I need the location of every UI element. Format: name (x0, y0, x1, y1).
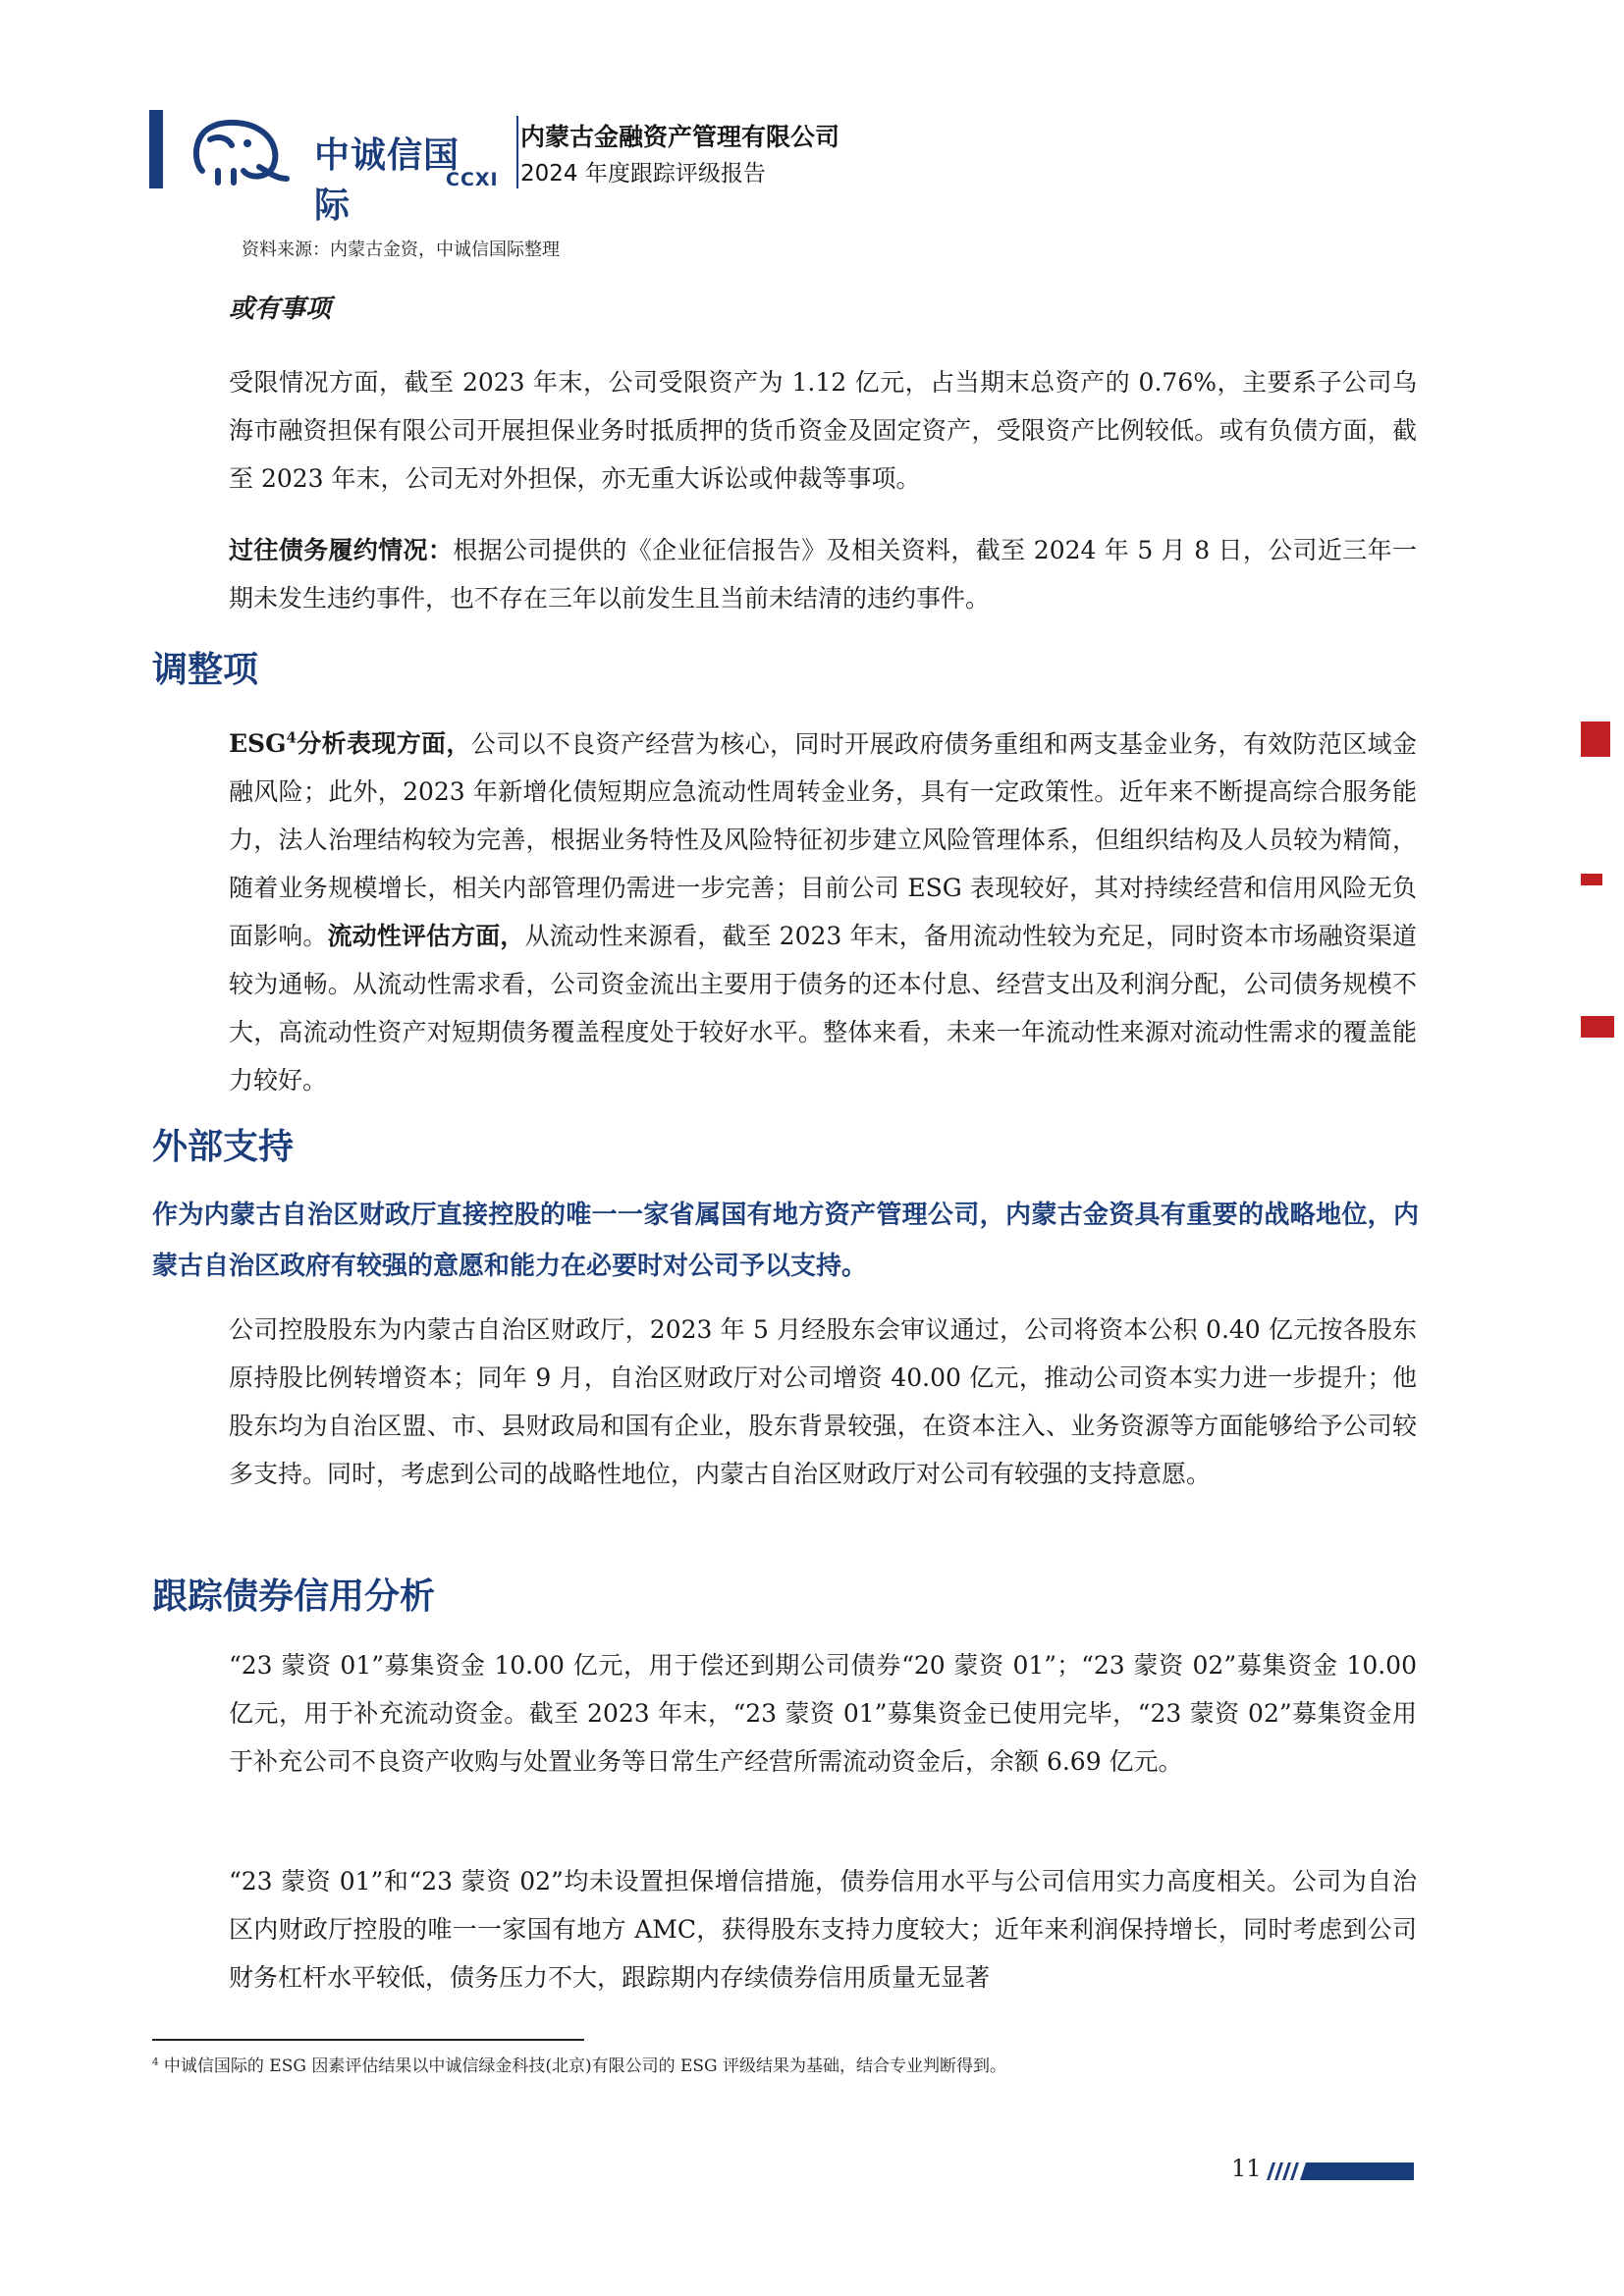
contingent-title: 或有事项 (229, 294, 332, 324)
logo-name: 中诚信国际 (314, 135, 460, 226)
bond-text-2: “23 蒙资 01”和“23 蒙资 02”均未设置担保增信措施，债券信用水平与公司信用实力高度相关。公司为自治区内财政厅控股的唯一一家国有地方 AMC，获得股东支持力度较大；近年来利润保持增长，同时考虑到公司财务杠杆水平较低，债务压力不大，跟踪期内存续债券信用质量无显著 (229, 1867, 1417, 1992)
report-title: 2024 年度跟踪评级报告 (520, 161, 766, 187)
elephant-logo-icon (189, 110, 297, 188)
restricted-assets-paragraph (229, 358, 1417, 503)
company-logo (189, 110, 499, 226)
bond-paragraph-1 (229, 1641, 1417, 1786)
footnote (152, 2052, 1006, 2076)
company-name: 内蒙古金融资产管理有限公司 (520, 123, 840, 151)
bond-paragraph-2 (229, 1857, 1417, 2002)
section-title-adjustment: 调整项 (152, 650, 259, 690)
debt-history-text: 根据公司提供的《企业征信报告》及相关资料，截至 2024 年 5 月 8 日，公司近三年一期未发生违约事件，也不存在三年以前发生且当前未结清的违约事件。 (229, 536, 1417, 613)
footnote-ref: 4 (286, 729, 297, 747)
esg-label-suffix: 分析表现方面， (296, 729, 471, 759)
esg-paragraph (229, 715, 1417, 1104)
page-header (149, 110, 1485, 226)
side-tab-marker (1581, 721, 1610, 757)
support-paragraph (229, 1306, 1417, 1498)
section-title-support: 外部支持 (152, 1127, 295, 1167)
liquidity-text: 从流动性来源看，截至 2023 年末，备用流动性较为充足，同时资本市场融资渠道较为通畅。从流动性需求看，公司资金流出主要用于债务的还本付息、经营支出及利润分配，公司债务规模不大，高流动性资产对短期债务覆盖程度处于较好水平。整体来看，未来一年流动性来源对流动性需求的覆盖能力较好。 (229, 922, 1417, 1095)
debt-history-paragraph (229, 526, 1417, 622)
header-divider (516, 116, 518, 188)
section-title-bond: 跟踪债券信用分析 (152, 1576, 436, 1617)
support-text: 公司控股股东为内蒙古自治区财政厅，2023 年 5 月经股东会审议通过，公司将资本公积 0.40 亿元按各股东原持股比例转增资本；同年 9 月，自治区财政厅对公司增资 40.00 亿元，推动公司资本实力进一步提升；他股东均为自治区盟、市、县财政局和国有企业，股东背景较强，在资本注入、业务资源等方面能够给予公司较多支持。同时，考虑到公司的战略性地位，内蒙古自治区财政厅对公司有较强的支持意愿。 (229, 1315, 1417, 1488)
page-number: 11 (1231, 2155, 1262, 2182)
footnote-text: 中诚信国际的 ESG 因素评估结果以中诚信绿金科技(北京)有限公司的 ESG 评级结果为基础，结合专业判断得到。 (163, 2056, 1007, 2076)
source-note: 资料来源：内蒙古金资，中诚信国际整理 (242, 240, 560, 260)
side-tab-marker (1581, 874, 1602, 885)
restricted-assets-text: 受限情况方面，截至 2023 年末，公司受限资产为 1.12 亿元，占当期末总资产的 0.76%，主要系子公司乌海市融资担保有限公司开展担保业务时抵质押的货币资金及固定资产，受限资产比例较低。或有负债方面，截至 2023 年末，公司无对外担保，亦无重大诉讼或仲裁等事项。 (229, 368, 1417, 493)
header-accent-bar (149, 110, 163, 188)
footnote-number: 4 (152, 2056, 159, 2068)
side-tab-marker (1581, 1016, 1614, 1038)
footnote-divider (152, 2039, 584, 2041)
esg-label-text: ESG (229, 729, 287, 759)
esg-text: 公司以不良资产经营为核心，同时开展政府债务重组和两支基金业务，有效防范区域金融风险；此外，2023 年新增化债短期应急流动性周转金业务，具有一定政策性。近年来不断提高综合服务能力，法人治理结构较为完善，根据业务特性及风险特征初步建立风险管理体系，但组织结构及人员较为精简，随着业务规模增长，相关内部管理仍需进一步完善；目前公司 ESG 表现较好，其对持续经营和信用风险无负面影响。 (229, 729, 1417, 951)
footer-stripes-decoration (1267, 2163, 1414, 2180)
logo-subtitle: CCXI (446, 169, 499, 190)
debt-history-label: 过往债务履约情况： (229, 536, 454, 564)
esg-label (229, 729, 471, 758)
liquidity-label: 流动性评估方面， (327, 922, 525, 951)
support-highlight: 作为内蒙古自治区财政厅直接控股的唯一一家省属国有地方资产管理公司，内蒙古金资具有重要的战略地位，内蒙古自治区政府有较强的意愿和能力在必要时对公司予以支持。 (152, 1201, 1419, 1281)
bond-text-1: “23 蒙资 01”募集资金 10.00 亿元，用于偿还到期公司债券“20 蒙资 01”；“23 蒙资 02”募集资金 10.00 亿元，用于补充流动资金。截至 2023 年末，“23 蒙资 01”募集资金已使用完毕，“23 蒙资 02”募集资金用于补充公司不良资产收购与处置业务等日常生产经营所需流动资金后，余额 6.69 亿元。 (229, 1651, 1417, 1776)
